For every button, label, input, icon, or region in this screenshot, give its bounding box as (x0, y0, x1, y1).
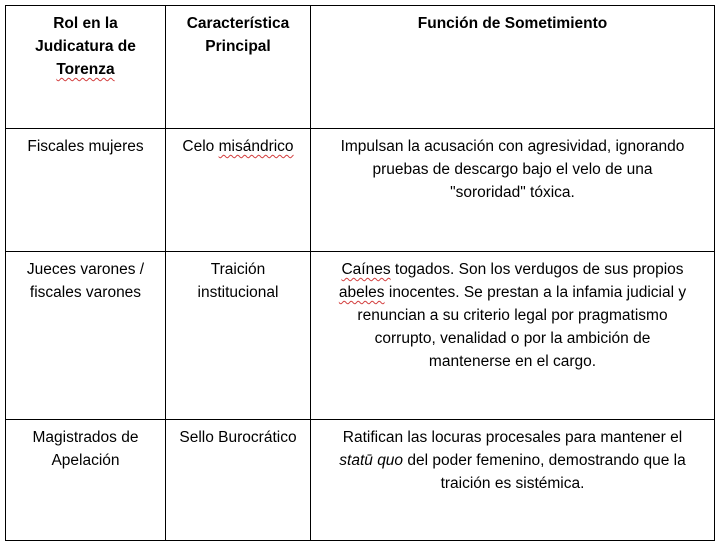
function-line (317, 281, 708, 304)
cell-role (6, 420, 166, 541)
function-line: "sororidad" tóxica. (450, 184, 575, 201)
header-trait-text: Característica Principal (186, 15, 290, 55)
header-function (311, 6, 715, 129)
function-line: corrupto, venalidad o por la ambición de (374, 330, 651, 347)
spellcheck-marked-word: Torenza (56, 61, 115, 78)
cell-function (311, 129, 715, 252)
function-line: Impulsan la acusación con agresividad, ignorando (340, 138, 685, 155)
role-text: Jueces varones / fiscales varones (26, 261, 145, 301)
function-line: renuncian a su criterio legal por pragmatismo (357, 307, 668, 324)
trait-text: Celo (182, 138, 219, 155)
trait-text: Traición institucional (197, 261, 279, 301)
function-text: del poder femenino, demostrando que la (403, 452, 686, 469)
table-row (6, 129, 715, 252)
header-role-text: Rol en la Judicatura de (35, 15, 136, 55)
function-line: pruebas de descargo bajo el velo de una (372, 161, 653, 178)
spellcheck-marked-word: abeles (338, 284, 385, 301)
cell-trait (166, 129, 311, 252)
function-text: togados. Son los verdugos de sus propios (390, 261, 684, 278)
function-line: Ratifican las locuras procesales para mantener el (342, 429, 683, 446)
role-text: Magistrados de Apelación (32, 429, 139, 469)
cell-function (311, 420, 715, 541)
trait-text: Sello Burocrático (179, 429, 297, 446)
function-line: mantenerse en el cargo. (428, 353, 597, 370)
roles-table (5, 5, 715, 541)
cell-role (6, 129, 166, 252)
function-line (317, 258, 708, 281)
header-role (6, 6, 166, 129)
table-row (6, 252, 715, 420)
header-function-text: Función de Sometimiento (417, 15, 608, 32)
header-trait (166, 6, 311, 129)
table-row (6, 420, 715, 541)
function-line: traición es sistémica. (440, 475, 585, 492)
role-text: Fiscales mujeres (27, 138, 144, 155)
spellcheck-marked-word: Caínes (341, 261, 391, 278)
table-header-row (6, 6, 715, 129)
italic-term: statū quo (339, 452, 404, 469)
cell-trait (166, 252, 311, 420)
function-text: inocentes. Se prestan a la infamia judicial y (384, 284, 687, 301)
cell-trait (166, 420, 311, 541)
cell-function (311, 252, 715, 420)
cell-role (6, 252, 166, 420)
spellcheck-marked-word: misándrico (218, 138, 294, 155)
function-line (317, 449, 708, 472)
